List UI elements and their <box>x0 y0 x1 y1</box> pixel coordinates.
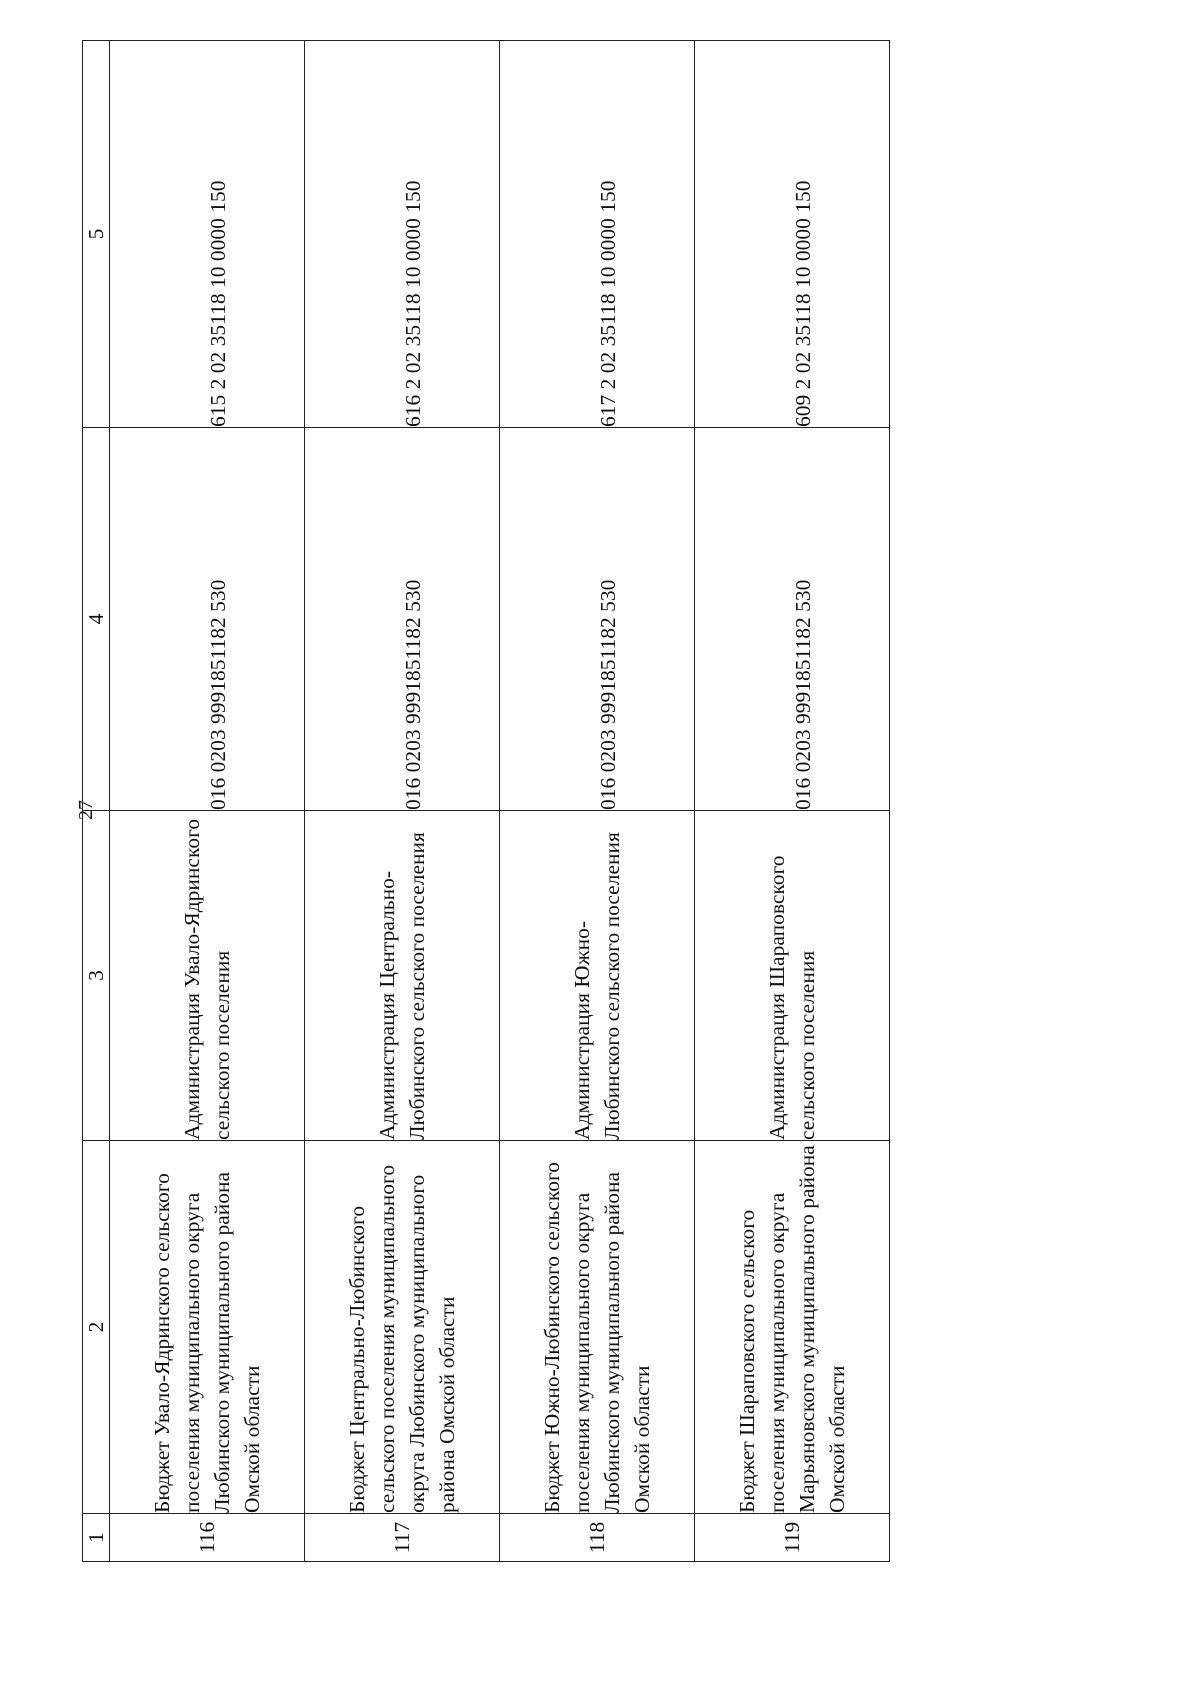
header-cell-5: 5 <box>83 41 110 428</box>
code5-text: 617 2 02 35118 10 0000 150 <box>596 180 620 427</box>
administrator-name: Администрация Южно-Любинского сельского поселения <box>500 811 695 1141</box>
header-cell-3: 3 <box>83 811 110 1141</box>
code4-text: 016 0203 9991851182 530 <box>401 579 425 810</box>
code5-text: 609 2 02 35118 10 0000 150 <box>791 180 815 427</box>
code5-text: 616 2 02 35118 10 0000 150 <box>401 180 425 427</box>
table-row <box>500 41 695 1562</box>
revenue-code <box>305 41 500 428</box>
code5-text: 615 2 02 35118 10 0000 150 <box>206 180 230 427</box>
table-row <box>110 41 305 1562</box>
header-cell-2: 2 <box>83 1141 110 1514</box>
row-number: 117 <box>305 1514 500 1562</box>
row-number: 118 <box>500 1514 695 1562</box>
code4-text: 016 0203 9991851182 530 <box>596 579 620 810</box>
revenue-code <box>110 41 305 428</box>
revenue-code <box>500 41 695 428</box>
budget-table <box>82 40 890 1562</box>
budget-classification-code <box>110 428 305 811</box>
budget-name: Бюджет Шараповского сельского поселения муниципального округа Марьяновского муниципального района Омской области <box>695 1141 890 1514</box>
administrator-name: Администрация Увало-Ядринского сельского поселения <box>110 811 305 1141</box>
header-cell-4: 4 <box>83 428 110 811</box>
budget-name: Бюджет Южно-Любинского сельского поселения муниципального округа Любинского муниципального района Омской области <box>500 1141 695 1514</box>
row-number: 116 <box>110 1514 305 1562</box>
administrator-name: Администрация Шараповского сельского поселения <box>695 811 890 1141</box>
revenue-code <box>695 41 890 428</box>
page-number: 27 <box>75 800 97 820</box>
budget-name: Бюджет Центрально-Любинского сельского поселения муниципального округа Любинского муниципального района Омской области <box>305 1141 500 1514</box>
table-row <box>305 41 500 1562</box>
budget-classification-code <box>305 428 500 811</box>
table-row <box>695 41 890 1562</box>
administrator-name: Администрация Центрально-Любинского сельского поселения <box>305 811 500 1141</box>
code4-text: 016 0203 9991851182 530 <box>206 579 230 810</box>
budget-classification-code <box>500 428 695 811</box>
header-cell-1: 1 <box>83 1514 110 1562</box>
budget-name: Бюджет Увало-Ядринского сельского поселения муниципального округа Любинского муниципального района Омской области <box>110 1141 305 1514</box>
row-number: 119 <box>695 1514 890 1562</box>
code4-text: 016 0203 9991851182 530 <box>791 579 815 810</box>
table-header-row <box>83 41 110 1562</box>
budget-classification-code <box>695 428 890 811</box>
